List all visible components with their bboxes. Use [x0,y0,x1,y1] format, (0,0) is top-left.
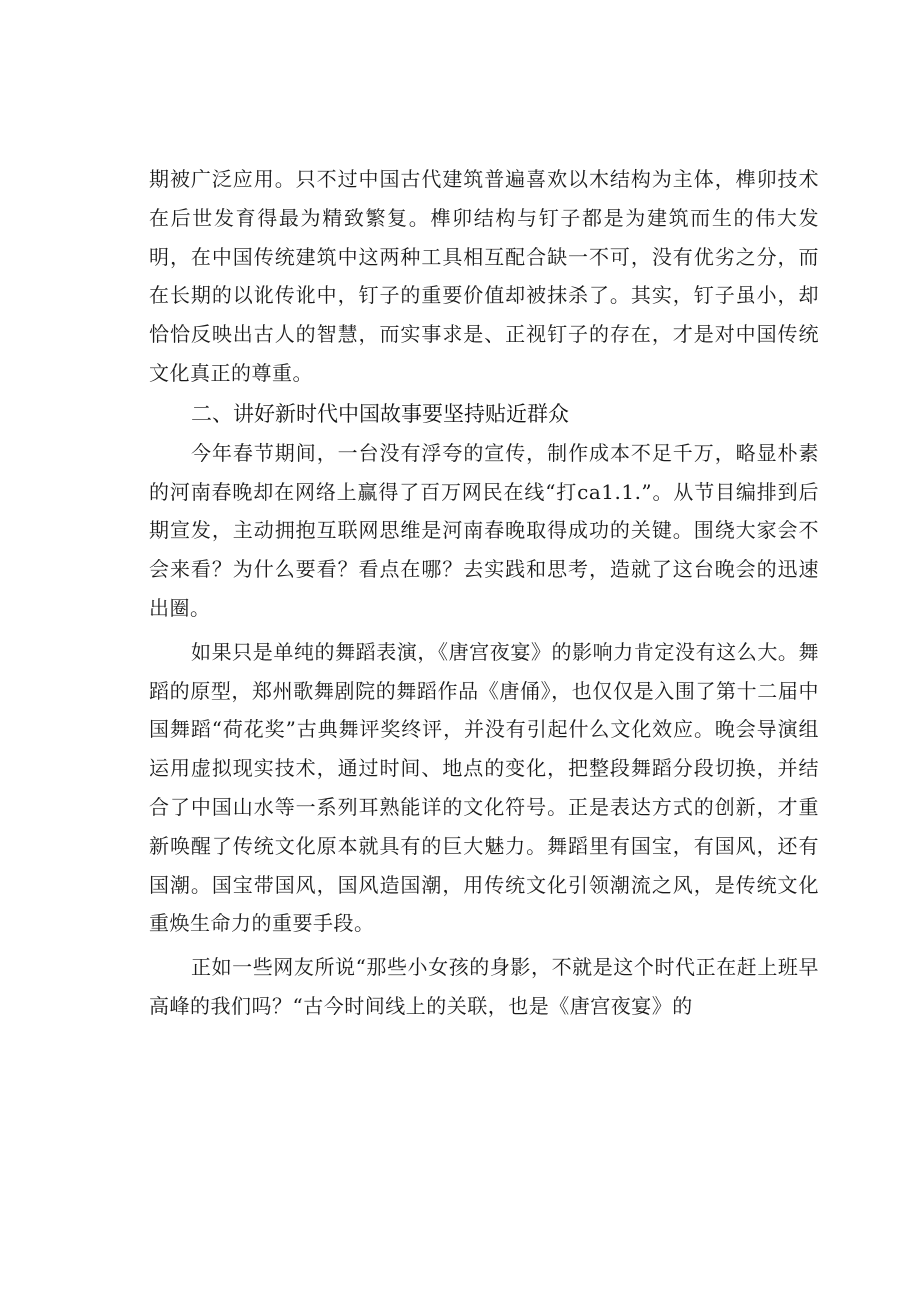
body-paragraph-3: 正如一些网友所说“那些小女孩的身影，不就是这个时代正在赶上班早高峰的我们吗？“古今时间线上的关联，也是《唐宫夜宴》的 [149,955,819,1018]
section-heading: 二、讲好新时代中国故事要坚持贴近群众 [191,401,569,426]
continuation-paragraph: 期被广泛应用。只不过中国古代建筑普遍喜欢以木结构为主体，榫卯技术在后世发育得最为精致繁复。榫卯结构与钉子都是为建筑而生的伟大发明，在中国传统建筑中这两种工具相互配合缺一不可，没有优劣之分，而在长期的以讹传讹中，钉子的重要价值却被抹杀了。其实，钉子虽小，却恰恰反映出古人的智慧，而实事求是、正视钉子的存在，才是对中国传统文化真正的尊重。 [149,167,819,385]
body-paragraph-1: 今年春节期间，一台没有浮夸的宣传，制作成本不足千万，略显朴素的河南春晚却在网络上赢得了百万网民在线“打ca1.1.”。从节目编排到后期宣发，主动拥抱互联网思维是河南春晚取得成功的关键。围绕大家会不会来看？为什么要看？看点在哪？去实践和思考，造就了这台晚会的迅速出圈。 [149,440,819,620]
document-body [149,160,819,1026]
body-paragraph-2: 如果只是单纯的舞蹈表演，《唐宫夜宴》的影响力肯定没有这么大。舞蹈的原型，郑州歌舞剧院的舞蹈作品《唐俑》，也仅仅是入围了第十二届中国舞蹈“荷花奖”古典舞评奖终评，并没有引起什么文化效应。晚会导演组运用虚拟现实技术，通过时间、地点的变化，把整段舞蹈分段切换，并结合了中国山水等一系列耳熟能详的文化符号。正是表达方式的创新，才重新唤醒了传统文化原本就具有的巨大魅力。舞蹈里有国宝，有国风，还有国潮。国宝带国风，国风造国潮，用传统文化引领潮流之风，是传统文化重焕生命力的重要手段。 [149,639,819,936]
